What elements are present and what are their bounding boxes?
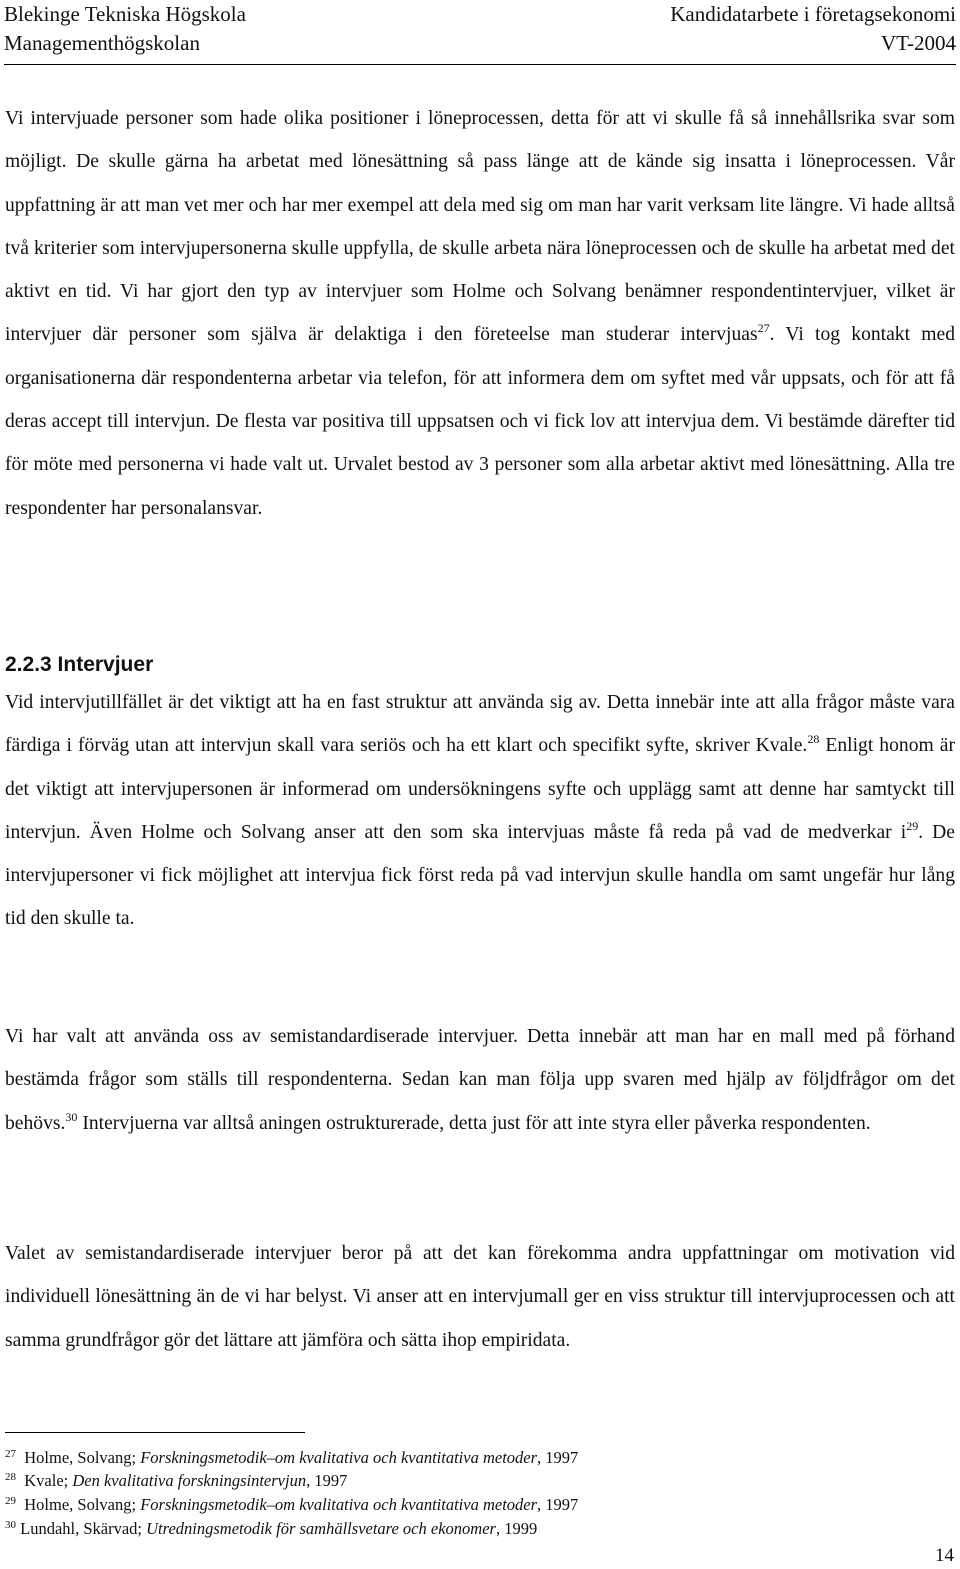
header-institution: Blekinge Tekniska Högskola (4, 2, 246, 26)
footnote-title: Den kvalitativa forskningsintervjun (72, 1471, 307, 1490)
footnote-number: 28 (5, 1471, 16, 1483)
footnote (5, 1447, 905, 1469)
footnote-ref[interactable]: 30 (65, 1109, 78, 1124)
footnote-year: , 1999 (495, 1519, 538, 1538)
paragraph-text: . Vi tog kontakt med organisationerna där respondenterna arbetar via telefon, för att informera dem om syftet med vår uppsats, och för att få deras accept till intervjun. De flesta var positiva till uppsatsen och vi fick lov att intervjua dem. Vi bestämde därefter tid för möte med personerna vi hade valt ut. Urvalet bestod av 3 personer som alla arbetar aktivt med lönesättning. Alla tre respondenter har personalansvar. (5, 324, 955, 519)
header-department: Managementhögskolan (4, 31, 200, 55)
page-header (4, 0, 956, 65)
page-number: 14 (935, 1545, 954, 1566)
paragraph-text: Vi har valt att använda oss av semistandardiserade intervjuer. Detta innebär att man har en mall med på förhand bestämda frågor som ställs till respondenterna. Sedan kan man följa upp svaren med hjälp av följdfrågor om det behövs. (5, 1026, 955, 1134)
body-paragraph: Valet av semistandardiserade intervjuer beror på att det kan förekomma andra uppfattningar om motivation vid individuell lönesättning än de vi har belyst. Vi anser att en intervjumall ger en viss struktur till intervjuprocessen och att samma grundfrågor gör det lättare att jämföra och sätta ihop empiridata. (5, 1243, 955, 1351)
footnote-ref[interactable]: 27 (757, 321, 770, 336)
footnote-number: 30 (5, 1519, 16, 1531)
footnote-ref[interactable]: 29 (906, 818, 919, 833)
body-paragraph (5, 681, 955, 941)
footnote-author: Holme, Solvang; (24, 1495, 141, 1514)
footnote-title: Forskningsmetodik–om kvalitativa och kvantitativa metoder (140, 1495, 538, 1514)
footnote (5, 1518, 905, 1540)
paragraph-text: Vi intervjuade personer som hade olika positioner i löneprocessen, detta för att vi skulle få så innehållsrika svar som möjligt. De skulle gärna ha arbetat med lönesättning så pass länge att de kände sig insatta i löneprocessen. Vår uppfattning är att man vet mer och har mer exempel att dela med sig om man har varit verksam lite längre. Vi hade alltså två kriterier som intervjupersonerna skulle uppfylla, de skulle arbeta nära löneprocessen och de skulle ha arbetat med det aktivt en tid. Vi har gjort den typ av intervjuer som Holme och Solvang benämner respondentintervjuer, vilket är intervjuer där personer som själva är delaktiga i den företeelse man studerar intervjuas (5, 108, 955, 346)
paragraph-text: Enligt honom är det viktigt att intervjupersonen är informerad om undersökningens syfte och upplägg samt att denne har samtyckt till intervjun. Även Holme och Solvang anser att den som ska intervjuas måste få reda på vad de medverkar i (5, 735, 955, 843)
footnote-author: Kvale; (24, 1471, 73, 1490)
footnote-ref[interactable]: 28 (807, 732, 820, 747)
body-paragraph (5, 97, 955, 530)
header-course: Kandidatarbete i företagsekonomi (670, 2, 956, 26)
footnote-separator (5, 1432, 305, 1433)
paragraph-text: Intervjuerna var alltså aningen ostrukturerade, detta just för att inte styra eller påverka respondenten. (77, 1112, 871, 1134)
footnote-title: Forskningsmetodik–om kvalitativa och kvantitativa metoder (140, 1448, 538, 1467)
footnote-year: , 1997 (306, 1471, 348, 1490)
footnote-author: Lundahl, Skärvad; (20, 1519, 147, 1538)
footnote-year: , 1997 (537, 1448, 579, 1467)
header-term: VT-2004 (880, 31, 956, 55)
footnote-year: , 1997 (537, 1495, 579, 1514)
paragraph-text: . De intervjupersoner vi fick möjlighet att intervjua fick först reda på vad intervjun skulle handla om samt ungefär hur lång tid den skulle ta. (5, 821, 955, 930)
section-heading: 2.2.3 Intervjuer (5, 653, 154, 676)
footnote-author: Holme, Solvang; (24, 1448, 141, 1467)
footnote-number: 29 (5, 1495, 16, 1507)
footnote (5, 1470, 905, 1492)
body-paragraph (5, 1015, 955, 1145)
paragraph-text: Vid intervjutillfället är det viktigt att ha en fast struktur att använda sig av. Detta innebär inte att alla frågor måste vara färdiga i förväg utan att intervjun skall vara seriös och ha ett klart och specifikt syfte, skriver Kvale. (5, 692, 955, 757)
footnote (5, 1494, 905, 1516)
footnote-number: 27 (5, 1448, 16, 1460)
footnote-title: Utredningsmetodik för samhällsvetare och ekonomer (146, 1519, 496, 1538)
